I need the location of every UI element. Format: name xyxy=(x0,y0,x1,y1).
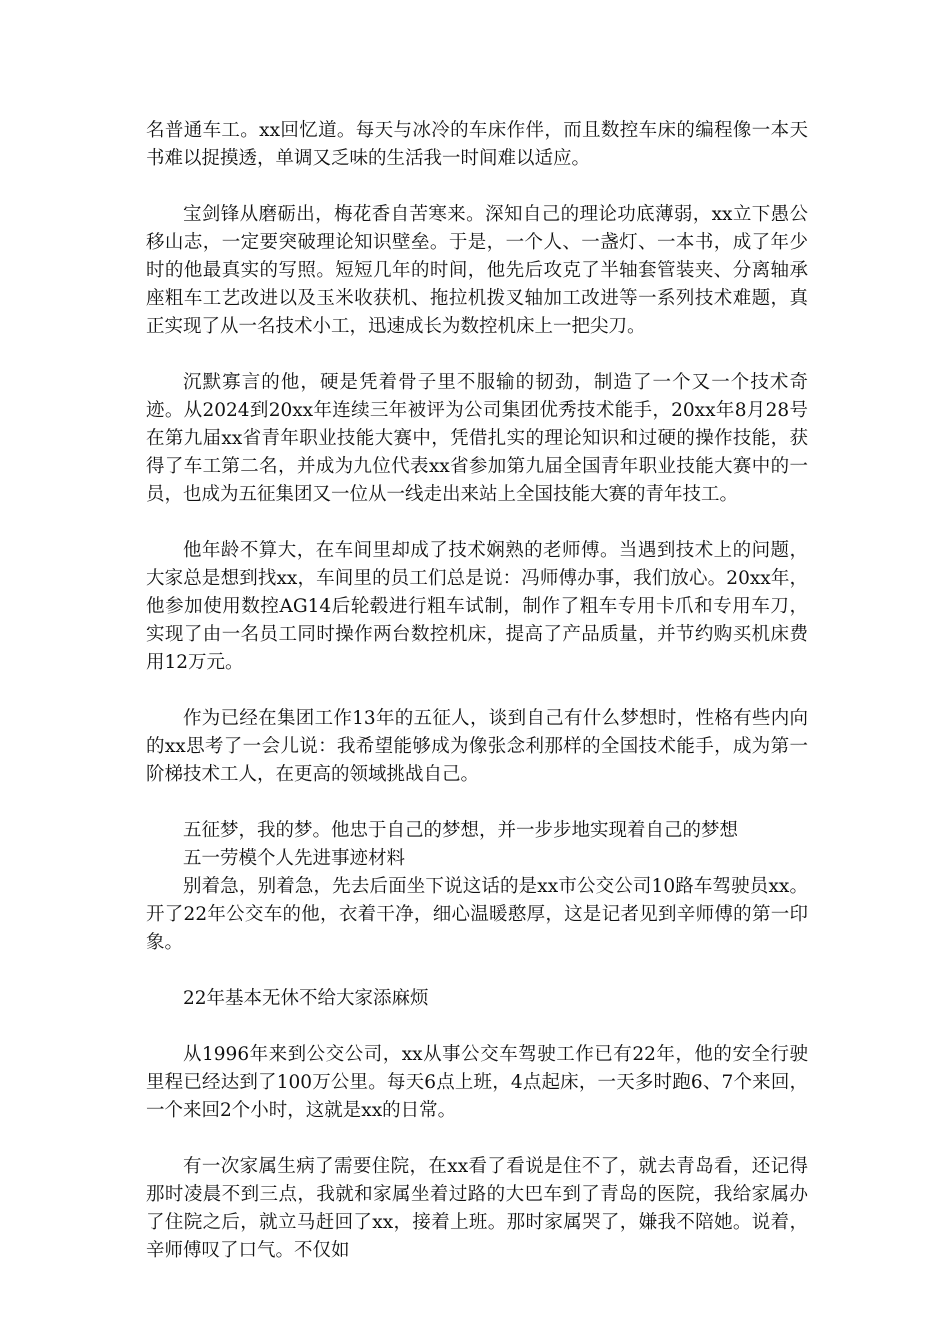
subheading: 22年基本无休不给大家添麻烦 xyxy=(183,988,429,1009)
paragraph-6: 五征梦，我的梦。他忠于自己的梦想，并一步步地实现着自己的梦想 xyxy=(183,820,739,841)
paragraph-4: 他年龄不算大，在车间里却成了技术娴熟的老师傅。当遇到技术上的问题，大家总是想到找xx，车间里的员工们总是说：冯师傅办事，我们放心。20xx年，他参加使用数控AG14后轮毂进行粗车试制，制作了粗车专用卡爪和专用车刀，实现了由一名员工同时操作两台数控机床，提高了产品质量，并节约购买机床费用12万元。 xyxy=(146,540,808,673)
paragraph-2: 宝剑锋从磨砺出，梅花香自苦寒来。深知自己的理论功底薄弱，xx立下愚公移山志，一定要突破理论知识壁垒。于是，一个人、一盏灯、一本书，成了年少时的他最真实的写照。短短几年的时间，他先后攻克了半轴套管装夹、分离轴承座粗车工艺改进以及玉米收获机、拖拉机拨叉轴加工改进等一系列技术难题，真正实现了从一名技术小工，迅速成长为数控机床上一把尖刀。 xyxy=(146,204,808,337)
paragraph-1: 名普通车工。xx回忆道。每天与冰冷的车床作伴，而且数控车床的编程像一本天书难以捉摸透，单调又乏味的生活我一时间难以适应。 xyxy=(146,120,808,169)
section-heading: 五一劳模个人先进事迹材料 xyxy=(183,848,406,869)
paragraph-3: 沉默寡言的他，硬是凭着骨子里不服输的韧劲，制造了一个又一个技术奇迹。从2024到20xx年连续三年被评为公司集团优秀技术能手，20xx年8月28号在第九届xx省青年职业技能大赛中，凭借扎实的理论知识和过硬的操作技能，获得了车工第二名，并成为九位代表xx省参加第九届全国青年职业技能大赛中的一员，也成为五征集团又一位从一线走出来站上全国技能大赛的青年技工。 xyxy=(146,372,808,505)
paragraph-7: 别着急，别着急，先去后面坐下说这话的是xx市公交公司10路车驾驶员xx。开了22年公交车的他，衣着干净，细心温暖憨厚，这是记者见到辛师傅的第一印象。 xyxy=(146,876,808,953)
paragraph-9: 有一次家属生病了需要住院，在xx看了看说是住不了，就去青岛看，还记得那时凌晨不到三点，我就和家属坐着过路的大巴车到了青岛的医院，我给家属办了住院之后，就立马赶回了xx，接着上班。那时家属哭了，嫌我不陪她。说着，辛师傅叹了口气。不仅如 xyxy=(146,1156,808,1261)
document-page xyxy=(146,117,808,1293)
paragraph-8: 从1996年来到公交公司，xx从事公交车驾驶工作已有22年，他的安全行驶里程已经达到了100万公里。每天6点上班，4点起床，一天多时跑6、7个来回，一个来回2个小时，这就是xx的日常。 xyxy=(146,1044,808,1121)
paragraph-5: 作为已经在集团工作13年的五征人，谈到自己有什么梦想时，性格有些内向的xx思考了一会儿说：我希望能够成为像张念利那样的全国技术能手，成为第一阶梯技术工人，在更高的领域挑战自己。 xyxy=(146,708,808,785)
